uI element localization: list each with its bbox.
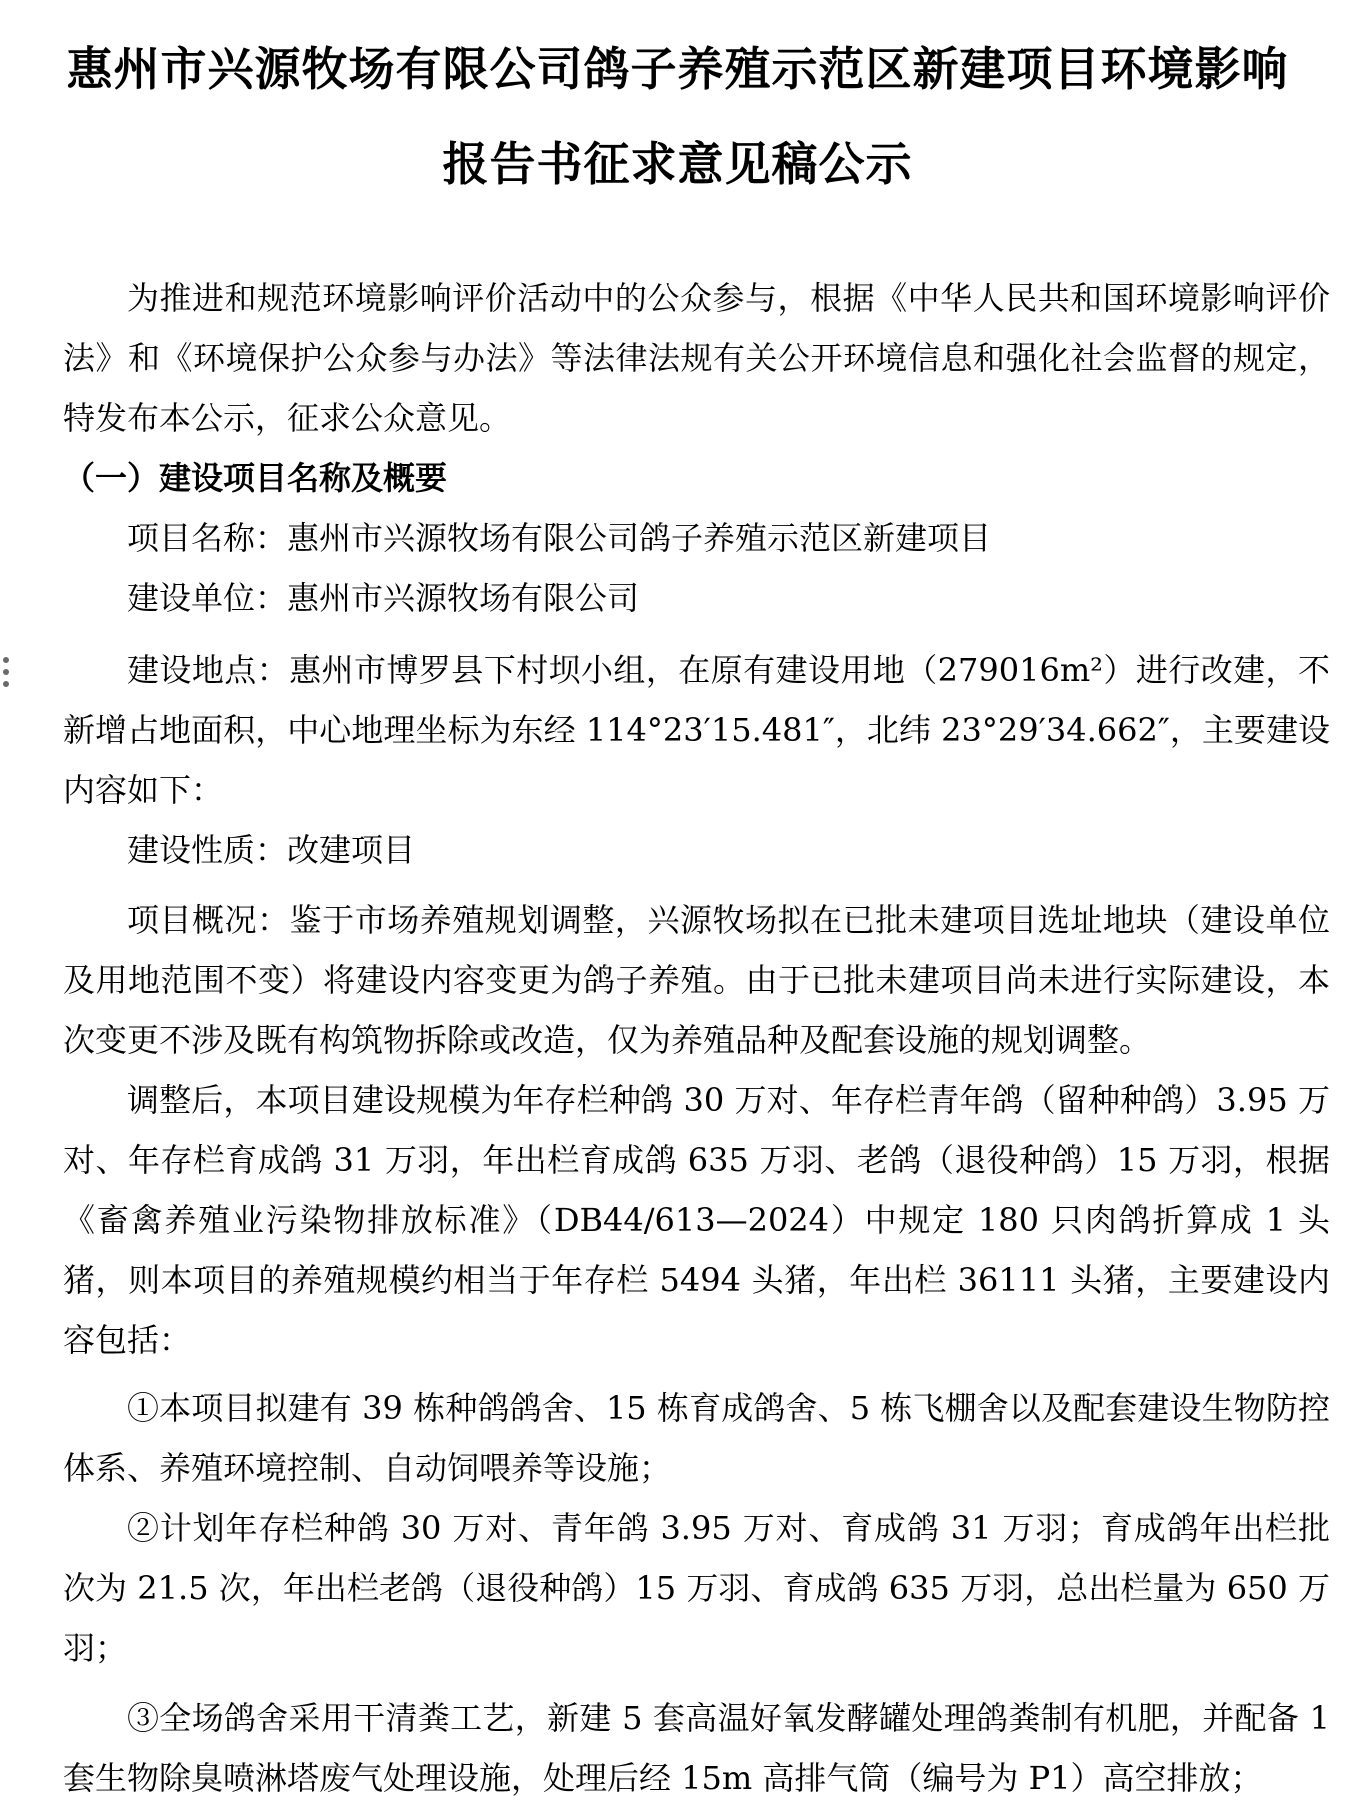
paragraph-construction-owner: 建设单位：惠州市兴源牧场有限公司: [127, 579, 640, 617]
paragraph-project-scale: 调整后，本项目建设规模为年存栏种鸽 30 万对、年存栏青年鸽（留种种鸽）3.95 万对、年存栏育成鸽 31 万羽，年出栏育成鸽 635 万羽、老鸽（退役种鸽）15 万羽，根据《畜禽养殖业污染物排放标准》（DB44/613—2024）中规定 180 只肉鸽折算成 1 头猪，则本项目的养殖规模约相当于年存栏 5494 头猪，年出栏 36111 头猪，主要建设内容包括：: [63, 1081, 1330, 1359]
paragraph-item-1: ①本项目拟建有 39 栋种鸽鸽舍、15 栋育成鸽舍、5 栋飞棚舍以及配套建设生物防控体系、养殖环境控制、自动饲喂养等设施；: [63, 1389, 1330, 1487]
paragraph-intro: 为推进和规范环境影响评价活动中的公众参与，根据《中华人民共和国环境影响评价法》和《环境保护公众参与办法》等法律法规有关公开环境信息和强化社会监督的规定，特发布本公示，征求公众意见。: [63, 279, 1330, 437]
paragraph-project-name: 项目名称：惠州市兴源牧场有限公司鸽子养殖示范区新建项目: [127, 519, 992, 557]
paragraph-construction-nature: 建设性质：改建项目: [127, 831, 416, 869]
paragraph-construction-location: 建设地点：惠州市博罗县下村坝小组，在原有建设用地（279016m²）进行改建，不新增占地面积，中心地理坐标为东经 114°23′15.481″，北纬 23°29′34.662″，主要建设内容如下：: [63, 651, 1330, 809]
paragraph-item-2: ②计划年存栏种鸽 30 万对、青年鸽 3.95 万对、育成鸽 31 万羽；育成鸽年出栏批次为 21.5 次，年出栏老鸽（退役种鸽）15 万羽、育成鸽 635 万羽，总出栏量为 650 万羽；: [63, 1509, 1330, 1667]
document-body: [63, 268, 1330, 1808]
document-title: [0, 0, 1355, 212]
document-title-line-1: 惠州市兴源牧场有限公司鸽子养殖示范区新建项目环境影响: [66, 42, 1289, 96]
paragraph-item-3: ③全场鸽舍采用干清粪工艺，新建 5 套高温好氧发酵罐处理鸽粪制有机肥，并配备 1 套生物除臭喷淋塔废气处理设施，处理后经 15m 高排气筒（编号为 P1）高空排放；: [63, 1699, 1330, 1797]
document-title-line-2: 报告书征求意见稿公示: [442, 137, 913, 191]
paragraph-project-overview: 项目概况：鉴于市场养殖规划调整，兴源牧场拟在已批未建项目选址地块（建设单位及用地范围不变）将建设内容变更为鸽子养殖。由于已批未建项目尚未进行实际建设，本次变更不涉及既有构筑物拆除或改造，仅为养殖品种及配套设施的规划调整。: [63, 901, 1330, 1059]
side-handle-dots-icon[interactable]: [3, 657, 9, 687]
section-heading-1: （一）建设项目名称及概要: [63, 459, 448, 497]
